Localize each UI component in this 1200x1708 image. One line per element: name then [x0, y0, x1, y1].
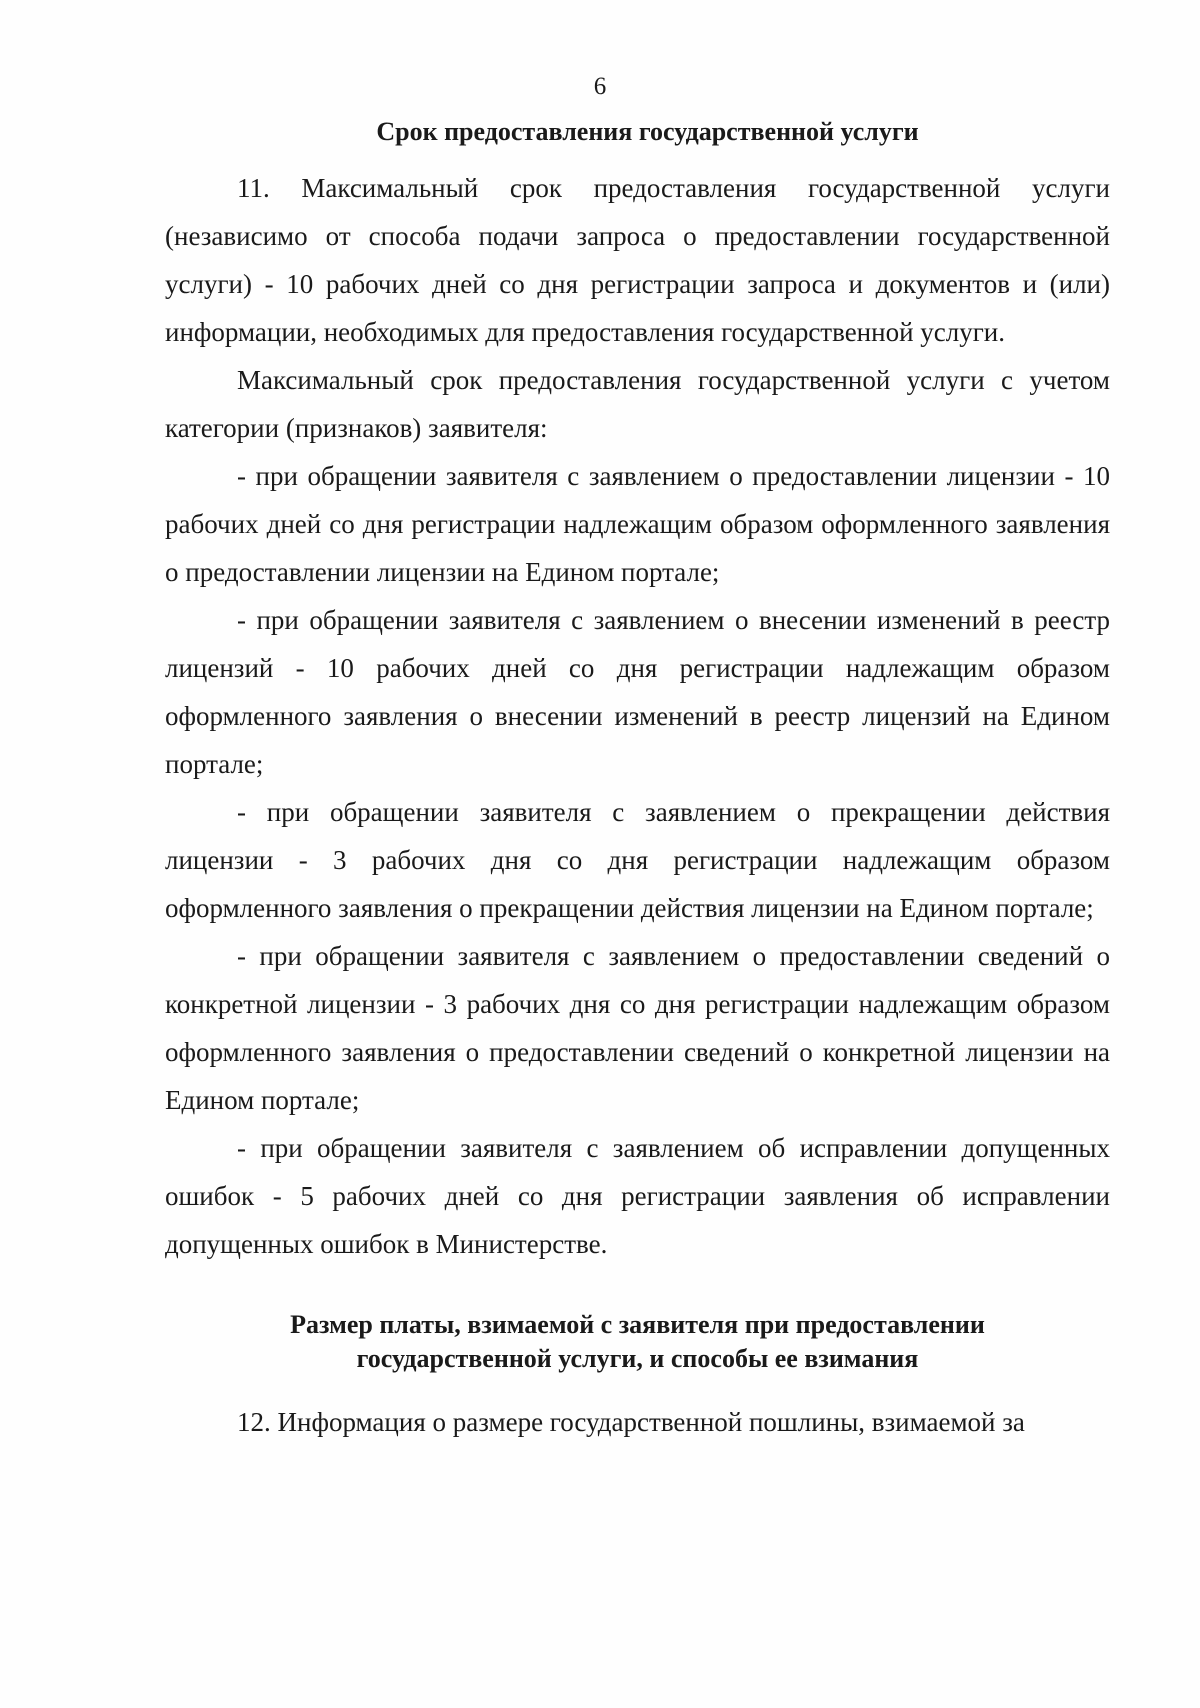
list-item-registry-changes: - при обращении заявителя с заявлением о внесении изменений в реестр лицензий - 10 рабочих дней со дня регистрации надлежащим образом оформленного заявления о внесении изменений в реестр лицензий на Едином портале; [165, 605, 1110, 779]
paragraph-11: 11. Максимальный срок предоставления государственной услуги (независимо от способа подачи запроса о предоставлении государственной услуги) - 10 рабочих дней со дня регистрации запроса и документов и (или) информации, необходимых для предоставления государственной услуги. [165, 173, 1110, 347]
paragraph-12: 12. Информация о размере государственной пошлины, взимаемой за [237, 1407, 1025, 1437]
page-number: 6 [593, 73, 607, 100]
section-heading-fee-line2: государственной услуги, и способы ее взимания [356, 1344, 919, 1373]
section-heading-fee [165, 1308, 1110, 1376]
list-item-license-info: - при обращении заявителя с заявлением о предоставлении сведений о конкретной лицензии - 3 рабочих дня со дня регистрации надлежащим образом оформленного заявления о предоставлении сведений о конкретной лицензии на Едином портале; [165, 941, 1110, 1115]
list-item-error-correction: - при обращении заявителя с заявлением об исправлении допущенных ошибок - 5 рабочих дней со дня регистрации заявления об исправлении допущенных ошибок в Министерстве. [165, 1133, 1110, 1259]
list-item-license-grant: - при обращении заявителя с заявлением о предоставлении лицензии - 10 рабочих дней со дня регистрации надлежащим образом оформленного заявления о предоставлении лицензии на Едином портале; [165, 461, 1110, 587]
section-heading-term: Срок предоставления государственной услуги [376, 117, 919, 146]
document-body [165, 115, 1110, 1446]
list-item-license-termination: - при обращении заявителя с заявлением о прекращении действия лицензии - 3 рабочих дня со дня регистрации надлежащим образом оформленного заявления о прекращении действия лицензии на Едином портале; [165, 797, 1110, 923]
paragraph-max-term-by-category: Максимальный срок предоставления государственной услуги с учетом категории (признаков) заявителя: [165, 365, 1110, 443]
section-heading-fee-line1: Размер платы, взимаемой с заявителя при предоставлении [290, 1310, 985, 1339]
